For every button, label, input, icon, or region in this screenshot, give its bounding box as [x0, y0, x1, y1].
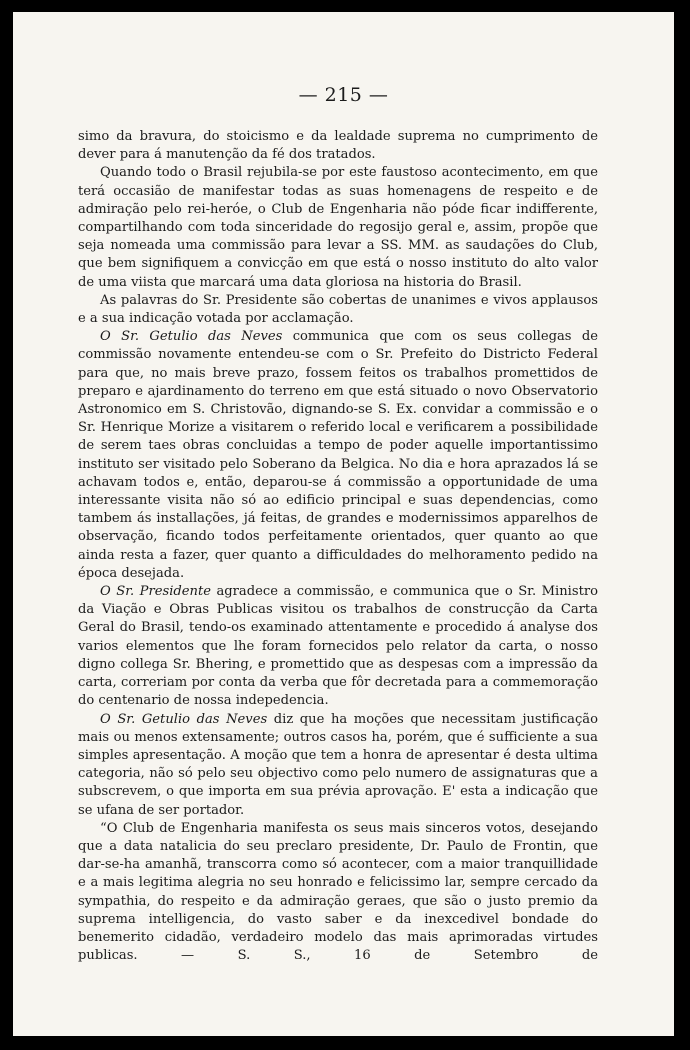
paragraph-text: simo da bravura, do stoicismo e da lealdade suprema no cumprimento de dever para á manutenção da fé dos tratados. [78, 129, 598, 163]
paragraph-4 [78, 328, 598, 583]
paragraph-6 [78, 711, 598, 820]
paragraph-3 [78, 292, 598, 328]
speaker-name: O Sr. Getulio das Neves [100, 711, 268, 727]
paragraph-7 [78, 820, 598, 966]
book-page [13, 12, 674, 1036]
paragraph-text: agradece a commissão, e communica que o Sr. Ministro da Viação e Obras Publicas visitou os trabalhos de construcção da Carta Geral do Brasil, tendo-os examinado attentamente e procedido á analyse dos varios elementos que lhe foram fornecidos pelo relator da carta, o nosso digno collega Sr. Bhering, e promettido que as despesas com a impressão da carta, correriam por conta da verba que fôr decretada para a commemoração do centenario de nossa indepedencia. [78, 584, 598, 709]
paragraph-text: “O Club de Engenharia manifesta os seus mais sinceros votos, desejando que a data natalicia do seu preclaro presidente, Dr. Paulo de Frontin, que dar-se-ha amanhã, transcorra como só acontecer, com a maior tranquillidade e a mais legitima alegria no seu honrado e felicissimo lar, sempre cercado da sympathia, do respeito e da admiração geraes, que são o justo premio da suprema intelligencia, do vasto saber e da inexcedivel bondade do benemerito cidadão, verdadeiro modelo das mais aprimoradas virtudes publicas. — S. S., 16 de Setembro de [78, 820, 598, 964]
page-number: — 215 — [298, 84, 389, 106]
speaker-name: O Sr. Getulio das Neves [100, 329, 283, 345]
paragraph-5 [78, 583, 598, 710]
paragraph-text: As palavras do Sr. Presidente são cobertas de unanimes e vivos applausos e a sua indicação votada por acclamação. [78, 292, 598, 327]
paragraph-text: Quando todo o Brasil rejubila-se por este faustoso acontecimento, em que terá occasião de manifestar todas as suas homenagens de respeito e de admiração pelo rei-heróe, o Club de Engenharia não póde ficar indifferente, compartilhando com toda sinceridade do regosijo geral e, assim, propõe que seja nomeada uma commissão para levar a SS. MM. as saudações do Club, que bem signifiquem a convicção em que está o nosso instituto do alto valor de uma viista que marcará uma data gloriosa na historia do Brasil. [78, 165, 598, 290]
body-text [78, 128, 598, 965]
paragraph-1 [78, 128, 598, 164]
paragraph-text: communica que com os seus collegas de commissão novamente entendeu-se com o Sr. Prefeito do Districto Federal para que, no mais breve prazo, fossem feitos os trabalhos promettidos de preparo e ajardinamento do terreno em que está situado o novo Observatorio Astronomico em S. Christovão, dignando-se S. Ex. convidar a commissão e o Sr. Henrique Morize a visitarem o referido local e verificarem a possibilidade de serem taes obras concluidas a tempo de poder aquelle importantissimo instituto ser visitado pelo Soberano da Belgica. No dia e hora aprazados lá se achavam todos e, então, deparou-se á commissão a opportunidade de uma interessante visita não só ao edificio principal e suas dependencias, como tambem ás installações, já feitas, de grandes e modernissimos apparelhos de observação, ficando todos perfeitamente orientados, quer quanto ao que ainda resta a fazer, quer quanto a difficuldades do melhoramento pedido na época desejada. [78, 329, 598, 581]
paragraph-2 [78, 164, 598, 291]
paragraph-text: diz que ha moções que necessitam justificação mais ou menos extensamente; outros casos ha, porém, que é sufficiente a sua simples apresentação. A moção que tem a honra de apresentar é desta ultima categoria, não só pelo seu objectivo como pelo numero de assignaturas que a subscrevem, o que importa em sua prévia aprovação. E' esta a indicação que se ufana de ser portador. [78, 711, 599, 818]
speaker-name: O Sr. Presidente [100, 584, 211, 600]
